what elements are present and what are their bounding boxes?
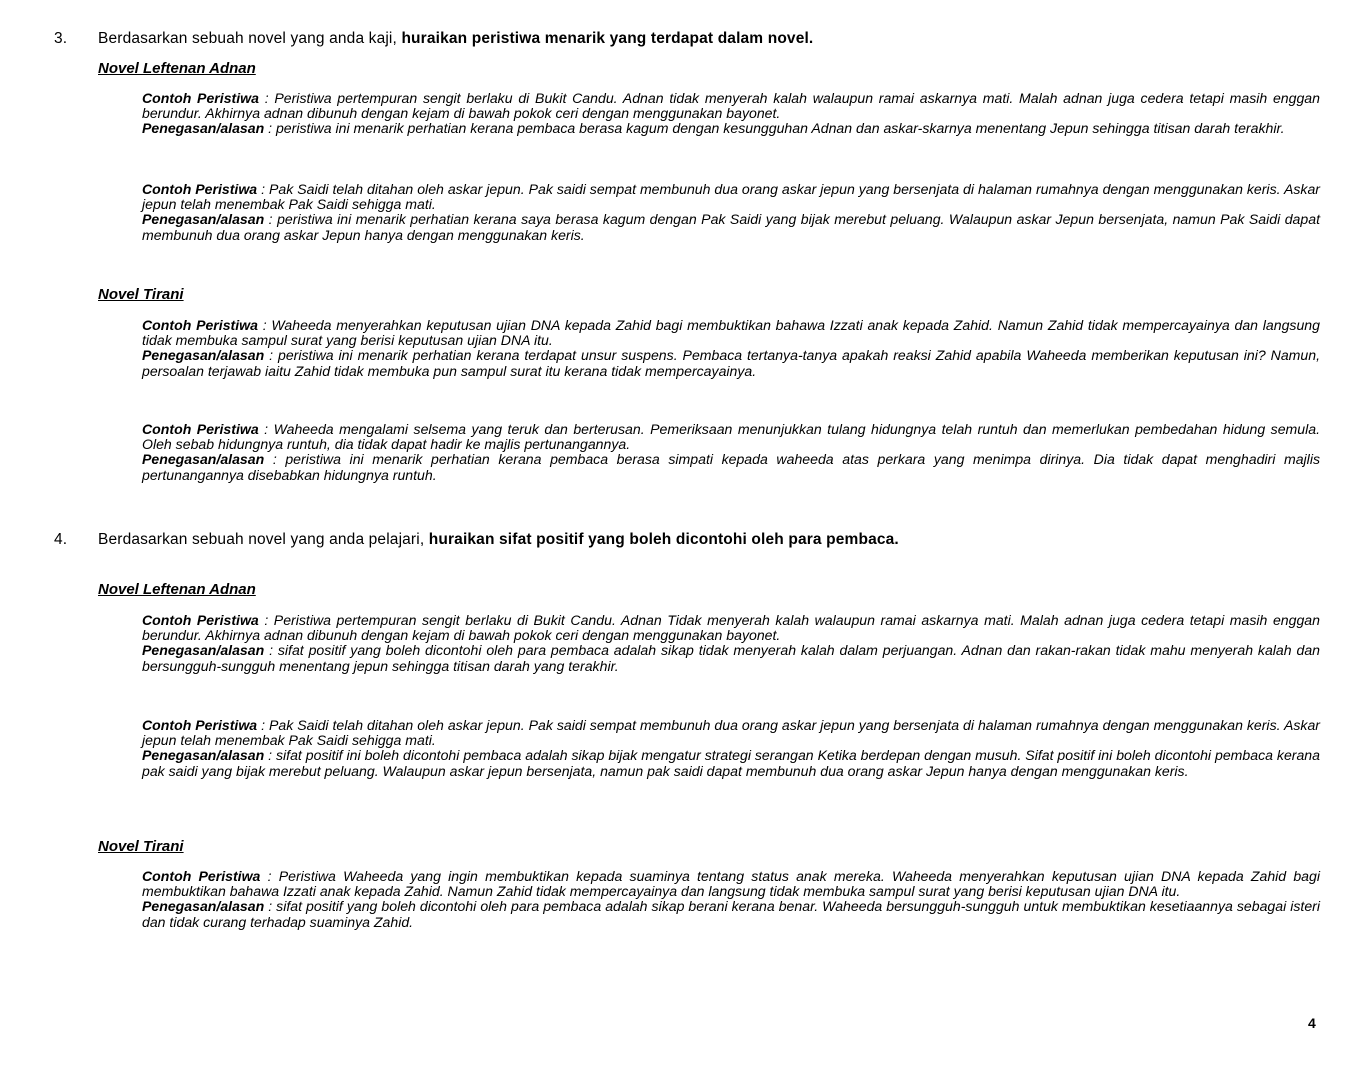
reason-text: : sifat positif yang boleh dicontohi oleh para pembaca adalah sikap berani kerana benar. Waheeda bersungguh-sungguh untuk membuktikan kesetiaannya sebagai isteri dan tidak curang terhadap suaminya Zahid.: [142, 898, 1320, 930]
example-label: Contoh Peristiwa: [142, 717, 258, 733]
reason-text: : peristiwa ini menarik perhatian kerana saya berasa kagum dengan Pak Saidi yang bijak merebut peluang. Walaupun askar Jepun bersenjata, namun Pak Saidi dapat membunuh dua orang askar Jepun hanya dengan menggunakan keris.: [142, 211, 1320, 243]
reason-text: : peristiwa ini menarik perhatian kerana pembaca berasa kagum dengan kesungguhan Adnan dan askar-skarnya menentang Jepun sehingga titisan darah terakhir.: [264, 120, 1285, 137]
question-text: Berdasarkan sebuah novel yang anda kaji, huraikan peristiwa menarik yang terdapat dalam novel.: [98, 30, 814, 47]
reason-label: Penegasan/alasan: [142, 451, 265, 468]
example-text: : Waheeda menyerahkan keputusan ujian DNA kepada Zahid bagi membuktikan bahawa Izzati anak kepada Zahid. Namun Zahid tidak mempercayainya dan langsung tidak membuka sampul surat yang berisi keputusan ujian DNA itu.: [142, 317, 1320, 349]
example-block: [142, 182, 1320, 243]
example-label: Contoh Peristiwa: [142, 317, 258, 333]
novel-heading: Novel Tirani: [98, 286, 184, 303]
example-text: : Peristiwa pertempuran sengit berlaku di Bukit Candu. Adnan tidak menyerah kalah walaupun ramai askarnya mati. Malah adnan juga cedera tetapi masih enggan berundur. Akhirnya adnan dibunuh dengan kejam di bawah pokok ceri dengan menggunakan bayonet.: [142, 90, 1320, 122]
example-block: [142, 422, 1320, 483]
example-block: [142, 91, 1320, 137]
example-block: [142, 718, 1320, 779]
example-text: : Pak Saidi telah ditahan oleh askar jepun. Pak saidi sempat membunuh dua orang askar jepun yang bersenjata di halaman rumahnya dengan menggunakan keris. Askar jepun telah menembak Pak Saidi sehigga mati.: [142, 181, 1320, 213]
question-3: [54, 30, 1324, 48]
example-text: : Peristiwa pertempuran sengit berlaku di Bukit Candu. Adnan Tidak menyerah kalah walaupun ramai askarnya mati. Malah adnan juga cedera tetapi masih enggan berundur. Akhirnya adnan dibunuh dengan kejam di bawah pokok ceri dengan menggunakan bayonet.: [142, 612, 1320, 644]
reason-label: Penegasan/alasan: [142, 211, 265, 228]
example-label: Contoh Peristiwa: [142, 421, 259, 437]
reason-text: : peristiwa ini menarik perhatian kerana terdapat unsur suspens. Pembaca tertanya-tanya apakah reaksi Zahid apabila Waheeda memberikan keputusan ini? Namun, persoalan terjawab iaitu Zahid tidak membuka pun sampul surat itu kerana tidak mempercayainya.: [142, 347, 1320, 379]
example-label: Contoh Peristiwa: [142, 612, 259, 628]
example-block: [142, 869, 1320, 930]
question-number: 3.: [54, 30, 68, 47]
question-text: Berdasarkan sebuah novel yang anda pelajari, huraikan sifat positif yang boleh dicontohi oleh para pembaca.: [98, 531, 899, 548]
reason-text: : sifat positif yang boleh dicontohi oleh para pembaca adalah sikap tidak menyerah kalah dalam perjuangan. Adnan dan rakan-rakan tidak mahu menyerah kalah dan bersungguh-sungguh menentang jepun sehingga titisan darah yang terakhir.: [142, 642, 1320, 674]
reason-label: Penegasan/alasan: [142, 347, 265, 364]
example-block: [142, 613, 1320, 674]
novel-heading: Novel Leftenan Adnan: [98, 581, 256, 598]
reason-text: : peristiwa ini menarik perhatian kerana pembaca berasa simpati kepada waheeda atas perkara yang menimpa dirinya. Dia tidak dapat menghadiri majlis pertunangannya disebabkan hidungnya runtuh.: [142, 451, 1320, 483]
reason-label: Penegasan/alasan: [142, 747, 265, 764]
reason-label: Penegasan/alasan: [142, 898, 265, 915]
question-4: [54, 531, 1324, 549]
question-number: 4.: [54, 531, 68, 548]
page-number: 4: [1308, 1015, 1316, 1031]
novel-heading: Novel Leftenan Adnan: [98, 60, 256, 77]
example-block: [142, 318, 1320, 379]
example-text: : Pak Saidi telah ditahan oleh askar jepun. Pak saidi sempat membunuh dua orang askar jepun yang bersenjata di halaman rumahnya dengan menggunakan keris. Askar jepun telah menembak Pak Saidi sehigga mati.: [142, 717, 1320, 749]
reason-label: Penegasan/alasan: [142, 642, 265, 659]
example-label: Contoh Peristiwa: [142, 181, 258, 197]
reason-label: Penegasan/alasan: [142, 120, 265, 137]
novel-heading: Novel Tirani: [98, 838, 184, 855]
example-label: Contoh Peristiwa: [142, 868, 261, 884]
question-instruction: huraikan sifat positif yang boleh dicontohi oleh para pembaca.: [428, 531, 899, 548]
example-text: : Waheeda mengalami selsema yang teruk dan berterusan. Pemeriksaan menunjukkan tulang hidungnya telah runtuh dan memerlukan pembedahan hidung semula. Oleh sebab hidungnya runtuh, dia tidak dapat hadir ke majlis pertunangannya.: [142, 421, 1320, 453]
question-instruction: huraikan peristiwa menarik yang terdapat dalam novel.: [401, 30, 814, 47]
example-text: : Peristiwa Waheeda yang ingin membuktikan kepada suaminya tentang status anak mereka. Waheeda menyerahkan keputusan ujian DNA kepada Zahid bagi membuktikan bahawa Izzati anak kepada Zahid. Namun Zahid tidak mempercayainya dan langsung tidak membuka sampul surat yang berisi keputusan ujian DNA itu.: [142, 868, 1320, 900]
reason-text: : sifat positif ini boleh dicontohi pembaca adalah sikap bijak mengatur strategi serangan Ketika berdepan dengan musuh. Sifat positif ini boleh dicontohi pembaca kerana pak saidi yang bijak merebut peluang. Walaupun askar jepun bersenjata, namun pak saidi dapat membunuh dua orang askar Jepun hanya dengan menggunakan keris.: [142, 747, 1320, 779]
example-label: Contoh Peristiwa: [142, 90, 259, 106]
